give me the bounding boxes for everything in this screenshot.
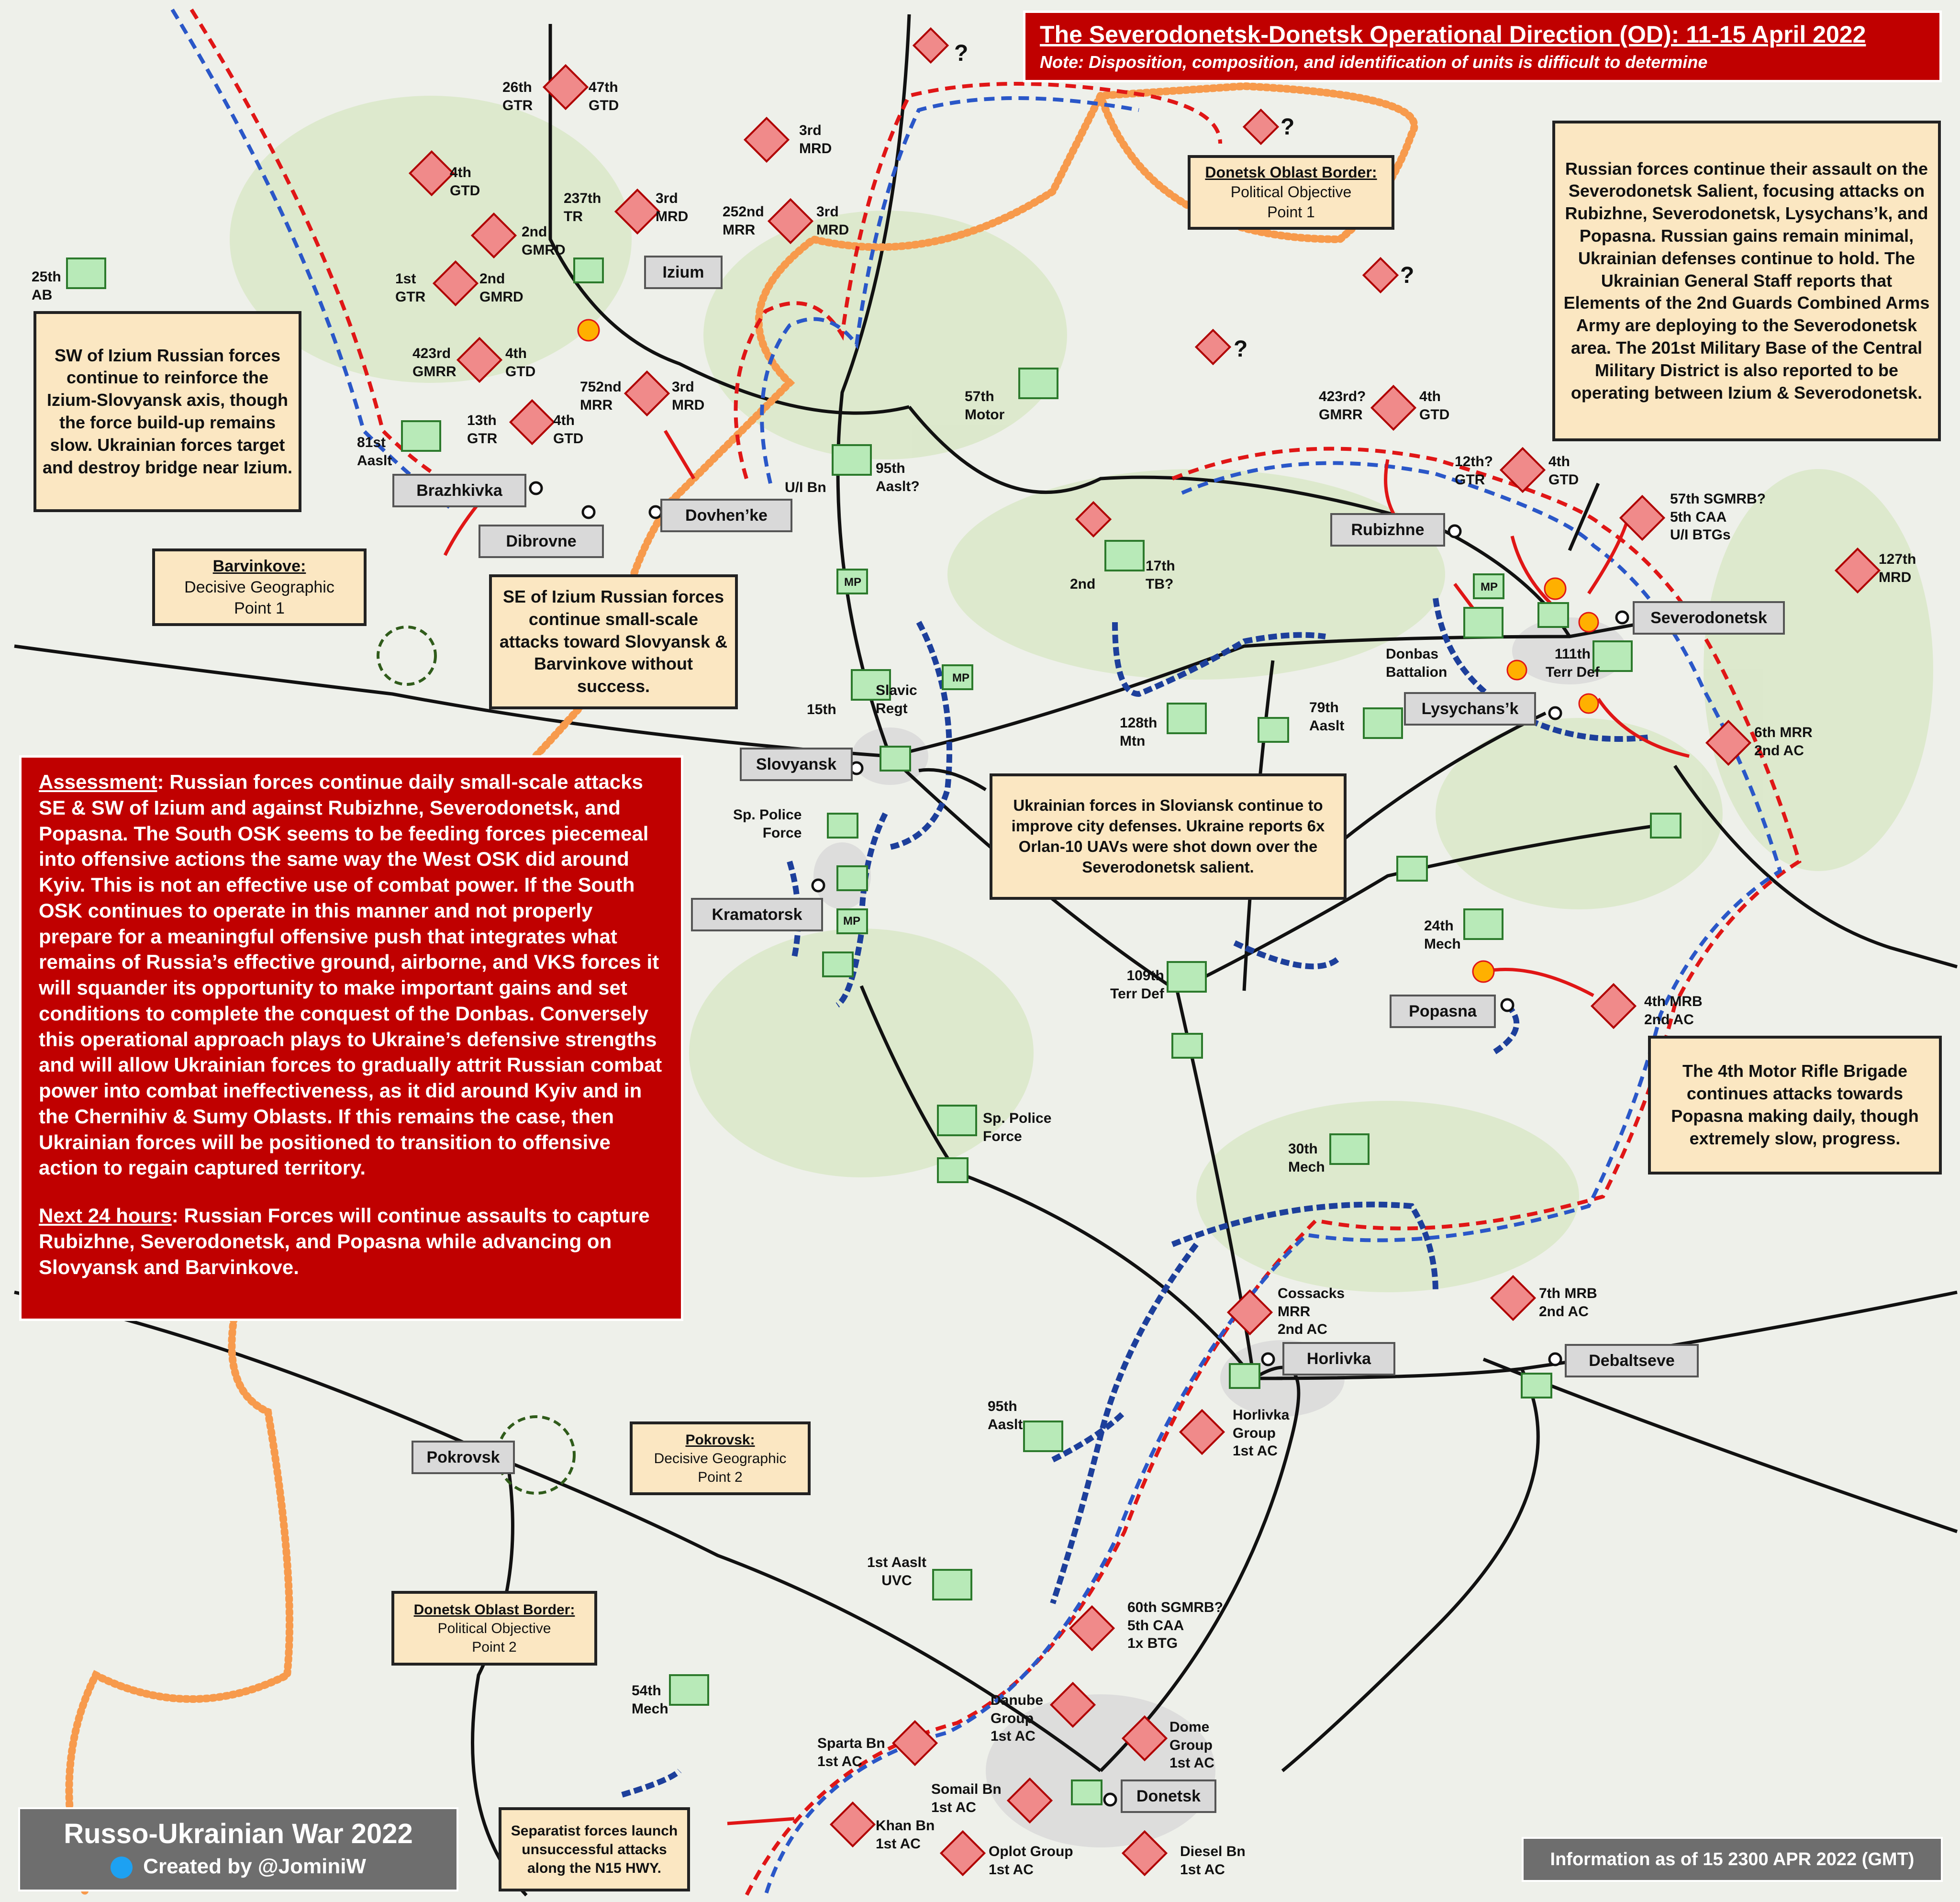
- next-24-heading: Next 24 hours: [39, 1204, 172, 1227]
- branding-box: [18, 1807, 458, 1891]
- unit-label: Khan Bn 1st AC: [876, 1818, 935, 1852]
- unit-label: Diesel Bn 1st AC: [1180, 1844, 1246, 1878]
- town-severodonetsk: Severodonetsk: [1633, 601, 1785, 635]
- title-banner: [1023, 11, 1942, 82]
- town-debaltseve: Debaltseve: [1565, 1344, 1699, 1377]
- unit-label: 57th SGMRB? 5th CAA U/I BTGs: [1670, 491, 1766, 543]
- objective-donetsk-border-1: [1188, 155, 1394, 230]
- unknown-marker: ?: [1400, 263, 1414, 288]
- mp-marker: MP: [952, 671, 969, 684]
- unit-label: 57th Motor: [965, 389, 1005, 423]
- objective-point: Point 2: [698, 1469, 743, 1485]
- unit-label: 3rd MRD: [672, 379, 705, 413]
- info-timestamp: Information as of 15 2300 APR 2022 (GMT): [1522, 1837, 1943, 1882]
- unit-label: 252nd MRR: [723, 204, 764, 238]
- unit-label: 7th MRB 2nd AC: [1539, 1286, 1597, 1320]
- callout-separatist-text: Separatist forces launch unsuccessful attacks along the N15 HWY.: [511, 1823, 678, 1876]
- unit-label: Slavic Regt: [876, 682, 917, 716]
- unit-label: Donbas Battalion: [1386, 646, 1448, 680]
- unit-label: 3rd MRD: [799, 123, 832, 157]
- unit-label: Somail Bn 1st AC: [931, 1781, 1002, 1815]
- callout-popasna: [1648, 1036, 1942, 1175]
- unit-label: 2nd GMRD: [479, 271, 523, 305]
- unit-label: 4th GTD: [450, 165, 480, 199]
- unit-label: 4th GTD: [553, 413, 584, 447]
- unit-label: 47th GTD: [589, 79, 619, 113]
- unit-label: 2nd GMRD: [522, 224, 566, 258]
- unit-label: 95th Aaslt?: [876, 460, 920, 494]
- town-popasna: Popasna: [1390, 995, 1496, 1028]
- unit-label: U/I Bn: [785, 480, 826, 495]
- callout-separatist: [499, 1807, 690, 1891]
- unit-label: Danube Group 1st AC: [991, 1692, 1044, 1744]
- objective-point: Point 1: [1267, 203, 1315, 221]
- mp-marker: MP: [844, 576, 861, 589]
- town-dovhenke: Dovhen’ke: [660, 499, 792, 532]
- unit-label: 17th TB?: [1146, 558, 1175, 592]
- callout-sloviansk-text: Ukrainian forces in Sloviansk continue to improve city defenses. Ukraine reports 6x Orlan-10 UAVs were shot down over the Severodonetsk salient.: [1011, 796, 1325, 876]
- unit-label: 752nd MRR: [580, 379, 622, 413]
- callout-popasna-text: The 4th Motor Rifle Brigade continues attacks towards Popasna making daily, though extremely slow, progress.: [1671, 1061, 1919, 1148]
- unit-label: 4th MRB 2nd AC: [1644, 994, 1703, 1028]
- unit-label: 1st Aaslt UVC: [867, 1555, 926, 1589]
- callout-izium-se-text: SE of Izium Russian forces continue small-scale attacks toward Slovyansk & Barvinkove without success.: [499, 587, 728, 696]
- assessment-heading: Assessment: [39, 771, 157, 793]
- callout-izium-se: [489, 574, 738, 709]
- town-donetsk: Donetsk: [1121, 1779, 1216, 1813]
- town-dibrovne: Dibrovne: [479, 525, 604, 558]
- unit-label: Sparta Bn 1st AC: [817, 1735, 885, 1769]
- unknown-marker: ?: [1234, 336, 1248, 362]
- objective-barvinkove: [152, 548, 367, 626]
- unit-label: 423rd GMRR: [412, 346, 457, 380]
- objective-point: Point 2: [472, 1639, 517, 1655]
- town-horlivka: Horlivka: [1282, 1342, 1395, 1376]
- unit-label: Oplot Group 1st AC: [989, 1844, 1073, 1878]
- mp-marker: MP: [1481, 581, 1498, 593]
- callout-right-top: [1552, 121, 1941, 441]
- town-lysychansk: Lysychans’k: [1404, 692, 1536, 726]
- unit-label: 26th GTR: [502, 79, 533, 113]
- unit-label: 24th Mech: [1424, 918, 1461, 952]
- callout-right-top-text: Russian forces continue their assault on the Severodonetsk Salient, focusing attacks on Rubizhne, Severodonetsk, Lysychans’k, and Popasna. Russian gains remain minimal, Ukrainian defenses continue to hold. The Ukrainian General Staff reports that Elements of the 2nd Guards Combined Arms Army are deploying to the Severodonetsk area. The 201st Military Base of the Central Military District is also reported to be operating between Izium & Severodonetsk.: [1563, 158, 1930, 403]
- town-pokrovsk: Pokrovsk: [412, 1441, 515, 1474]
- branding-credit-row: [20, 1855, 457, 1879]
- town-rubizhne: Rubizhne: [1330, 513, 1445, 547]
- unit-label: 95th Aaslt: [988, 1399, 1023, 1432]
- unit-label: 111th Terr Def: [1546, 646, 1600, 680]
- assessment-panel: Assessment: Russian forces continue daily small-scale attacks SE & SW of Izium and against Rubizhne, Severodonetsk, and Popasna. The South OSK seems to be feeding forces piecemeal into offensive actions the same way the West OSK did around Kyiv. This is not an effective use of combat power. If the South OSK continues to operate in this manner and not properly prepare for a meaningful offensive push that integrates what remains of Russia’s effective ground, airborne, and VKS forces it will squander its opportunity to make important gains and set conditions to complete the conquest of the Donbas. Conversely this operational approach plays to Ukraine’s defensive strengths and will allow Ukrainian forces to gradually attrit Russian combat power into combat ineffectiveness, as it did around Kyiv and in the Chernihiv & Sumy Oblasts. If this remains the case, then Ukrainian forces will be positioned to transition to offensive action to regain captured territory. Next 24 hours: Russian Forces will continue assaults to capture Rubizhne, Severodonetsk, and Popasna while advancing on Slovyansk and Barvinkove.: [19, 755, 683, 1321]
- unit-label: 4th GTD: [1419, 389, 1450, 423]
- unit-label: 4th GTD: [1548, 454, 1579, 488]
- unit-label: 2nd: [1070, 576, 1096, 592]
- unit-label: Sp. Police Force: [983, 1110, 1052, 1144]
- unit-label: 13th GTR: [467, 413, 498, 447]
- branding-credit: Created by @JominiW: [143, 1855, 367, 1878]
- unit-label: 237th TR: [564, 190, 601, 224]
- unit-label: 423rd? GMRR: [1319, 389, 1366, 423]
- objective-sub: Decisive Geographic: [654, 1450, 787, 1466]
- unit-label: Horlivka Group 1st AC: [1233, 1407, 1290, 1459]
- town-brazhkivka: Brazhkivka: [392, 474, 526, 507]
- callout-sloviansk: [990, 773, 1347, 900]
- objective-title: Pokrovsk:: [685, 1432, 755, 1448]
- twitter-icon: [111, 1857, 133, 1879]
- unit-label: 30th Mech: [1288, 1141, 1325, 1175]
- objective-title: Barvinkove:: [212, 557, 306, 575]
- unit-label: 3rd MRD: [656, 190, 689, 224]
- unit-label: 4th GTD: [505, 346, 536, 380]
- objective-point: Point 1: [234, 599, 285, 618]
- unit-label: 81st Aaslt: [357, 435, 392, 469]
- objective-title: Donetsk Oblast Border:: [1205, 163, 1377, 181]
- unit-label: 109th Terr Def: [1110, 968, 1164, 1002]
- unit-label: 54th Mech: [632, 1683, 668, 1717]
- unit-label: 15th: [807, 702, 836, 717]
- objective-pokrovsk: [630, 1421, 811, 1495]
- unit-label: 1st GTR: [395, 271, 426, 305]
- unit-label: 127th MRD: [1879, 551, 1916, 585]
- objective-sub: Political Objective: [1230, 183, 1352, 201]
- town-kramatorsk: Kramatorsk: [691, 898, 823, 931]
- objective-sub: Decisive Geographic: [184, 578, 334, 596]
- unit-label: 60th SGMRB? 5th CAA 1x BTG: [1127, 1600, 1224, 1651]
- callout-izium-sw: [33, 311, 301, 512]
- town-izium: Izium: [644, 256, 723, 289]
- map-note: Note: Disposition, composition, and identification of units is difficult to determine: [1040, 52, 1708, 72]
- map-title: The Severodonetsk-Donetsk Operational Direction (OD): 11-15 April 2022: [1040, 21, 1866, 48]
- unit-label: 6th MRR 2nd AC: [1754, 725, 1813, 759]
- unit-label: 3rd MRD: [816, 204, 849, 238]
- objective-sub: Political Objective: [437, 1620, 551, 1636]
- unit-label: 12th? GTR: [1455, 454, 1493, 488]
- unknown-marker: ?: [954, 41, 969, 66]
- objective-donetsk-border-2: [391, 1591, 597, 1666]
- unit-label: 128th Mtn: [1120, 715, 1158, 749]
- unit-label: Cossacks MRR 2nd AC: [1278, 1286, 1345, 1337]
- unit-label: Dome Group 1st AC: [1169, 1719, 1214, 1771]
- branding-title: Russo-Ukrainian War 2022: [64, 1818, 413, 1849]
- callout-izium-sw-text: SW of Izium Russian forces continue to reinforce the Izium-Slovyansk axis, though the force build-up remains slow. Ukrainian forces target and destroy bridge near Izium.: [42, 345, 293, 477]
- mp-marker: MP: [843, 915, 860, 928]
- unit-label: 25th AB: [32, 269, 61, 303]
- unit-label: 79th Aaslt: [1309, 700, 1345, 734]
- objective-title: Donetsk Oblast Border:: [413, 1601, 575, 1618]
- next-24-body: Russian Forces will continue assaults to capture Rubizhne, Severodonetsk, and Popasna while advancing on Slovyansk and Barvinkove.: [39, 1204, 650, 1278]
- unit-label: Sp. Police Force: [733, 807, 802, 841]
- town-slovyansk: Slovyansk: [740, 748, 853, 781]
- assessment-body: Russian forces continue daily small-scale attacks SE & SW of Izium and against Rubizhne, Severodonetsk, and Popasna. The South OSK seems to be feeding forces piecemeal into offensive actions the same way the West OSK did around Kyiv. This is not an effective use of combat power. If the South OSK continues to operate in this manner and not properly prepare for a meaningful offensive push that integrates what remains of Russia’s effective ground, airborne, and VKS forces it will squander its opportunity to make important gains and set conditions to complete the conquest of the Donbas. Conversely this operational approach plays to Ukraine’s defensive strengths and will allow Ukrainian forces to gradually attrit Russian combat power into combat ineffectiveness, as it did around Kyiv and in the Chernihiv & Sumy Oblasts. If this remains the case, then Ukrainian forces will be positioned to transition to offensive action to regain captured territory.: [39, 771, 662, 1179]
- unknown-marker: ?: [1281, 114, 1295, 140]
